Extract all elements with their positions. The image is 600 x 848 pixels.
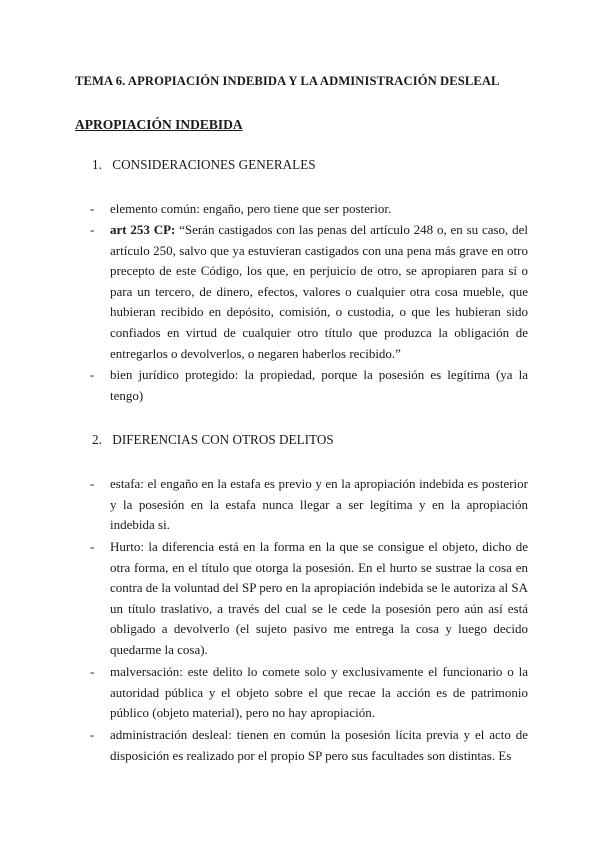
list-item-text: art 253 CP: “Serán castigados con las penas del artículo 248 o, en su caso, del artículo 250, salvo que ya estuvieran castigados con una pena más grave en otro precepto de este Código, los que, en perjuicio de otro, se apropiaren para sí o para un tercero, de dinero, efectos, valores o cualquier otra cosa mueble, que hubieran recibido en depósito, comisión, o custodia, o que les hubieran sido confiados en virtud de cualquier otro título que produzca la obligación de entregarlos o devolverlos, o negaren haberlos recibido.”: [110, 222, 528, 361]
section-heading: APROPIACIÓN INDEBIDA: [75, 117, 243, 132]
list-item: [90, 725, 528, 766]
subheading-consideraciones: [92, 157, 316, 173]
bullet-dash: -: [90, 367, 95, 382]
bullet-dash: -: [90, 727, 95, 742]
bullet-dash: -: [90, 201, 95, 216]
bullet-dash: -: [90, 222, 95, 237]
list-item: [90, 220, 528, 364]
list-item-text: elemento común: engaño, pero tiene que ser posterior.: [110, 201, 392, 216]
list-item-text: estafa: el engaño en la estafa es previo y en la apropiación indebida es posterior y la posesión en la estafa nunca llegar a ser legítima y en la apropiación indebida si.: [110, 476, 528, 533]
list-item: [90, 537, 528, 661]
subheading-number: 2.: [92, 432, 102, 447]
list-item: [90, 199, 528, 220]
subheading-diferencias: [92, 432, 334, 448]
list-item-text: administración desleal: tienen en común la posesión lícita previa y el acto de disposición es realizado por el propio SP pero sus facultades son distintas. Es: [110, 727, 528, 763]
list-item-text: Hurto: la diferencia está en la forma en la que se consigue el objeto, dicho de otra forma, en el título que otorga la posesión. En el hurto se sustrae la cosa en contra de la voluntad del SP pero en la apropiación indebida se le autoriza al SA un título traslativo, a través del cual se le cede la posesión pero aún así está obligado a devolverlo (el sujeto pasivo me entrega la cosa y luego decido quedarme la cosa).: [110, 539, 528, 657]
subheading-text: DIFERENCIAS CON OTROS DELITOS: [112, 432, 334, 447]
bullet-dash: -: [90, 476, 95, 491]
bullet-dash: -: [90, 664, 95, 679]
subheading-text: CONSIDERACIONES GENERALES: [112, 157, 316, 172]
list-item-text: malversación: este delito lo comete solo y exclusivamente el funcionario o la autoridad pública y el objeto sobre el que recae la acción es de patrimonio público (objeto material), pero no hay apropiación.: [110, 664, 528, 721]
list-item: [90, 662, 528, 724]
subheading-number: 1.: [92, 157, 102, 172]
list-item: [90, 474, 528, 536]
article-reference: art 253 CP:: [110, 222, 176, 237]
list-item-text: bien jurídico protegido: la propiedad, porque la posesión es legítima (ya la tengo): [110, 367, 528, 403]
list-item: [90, 365, 528, 406]
bullet-dash: -: [90, 539, 95, 554]
document-title: TEMA 6. APROPIACIÓN INDEBIDA Y LA ADMINISTRACIÓN DESLEAL: [75, 74, 500, 88]
